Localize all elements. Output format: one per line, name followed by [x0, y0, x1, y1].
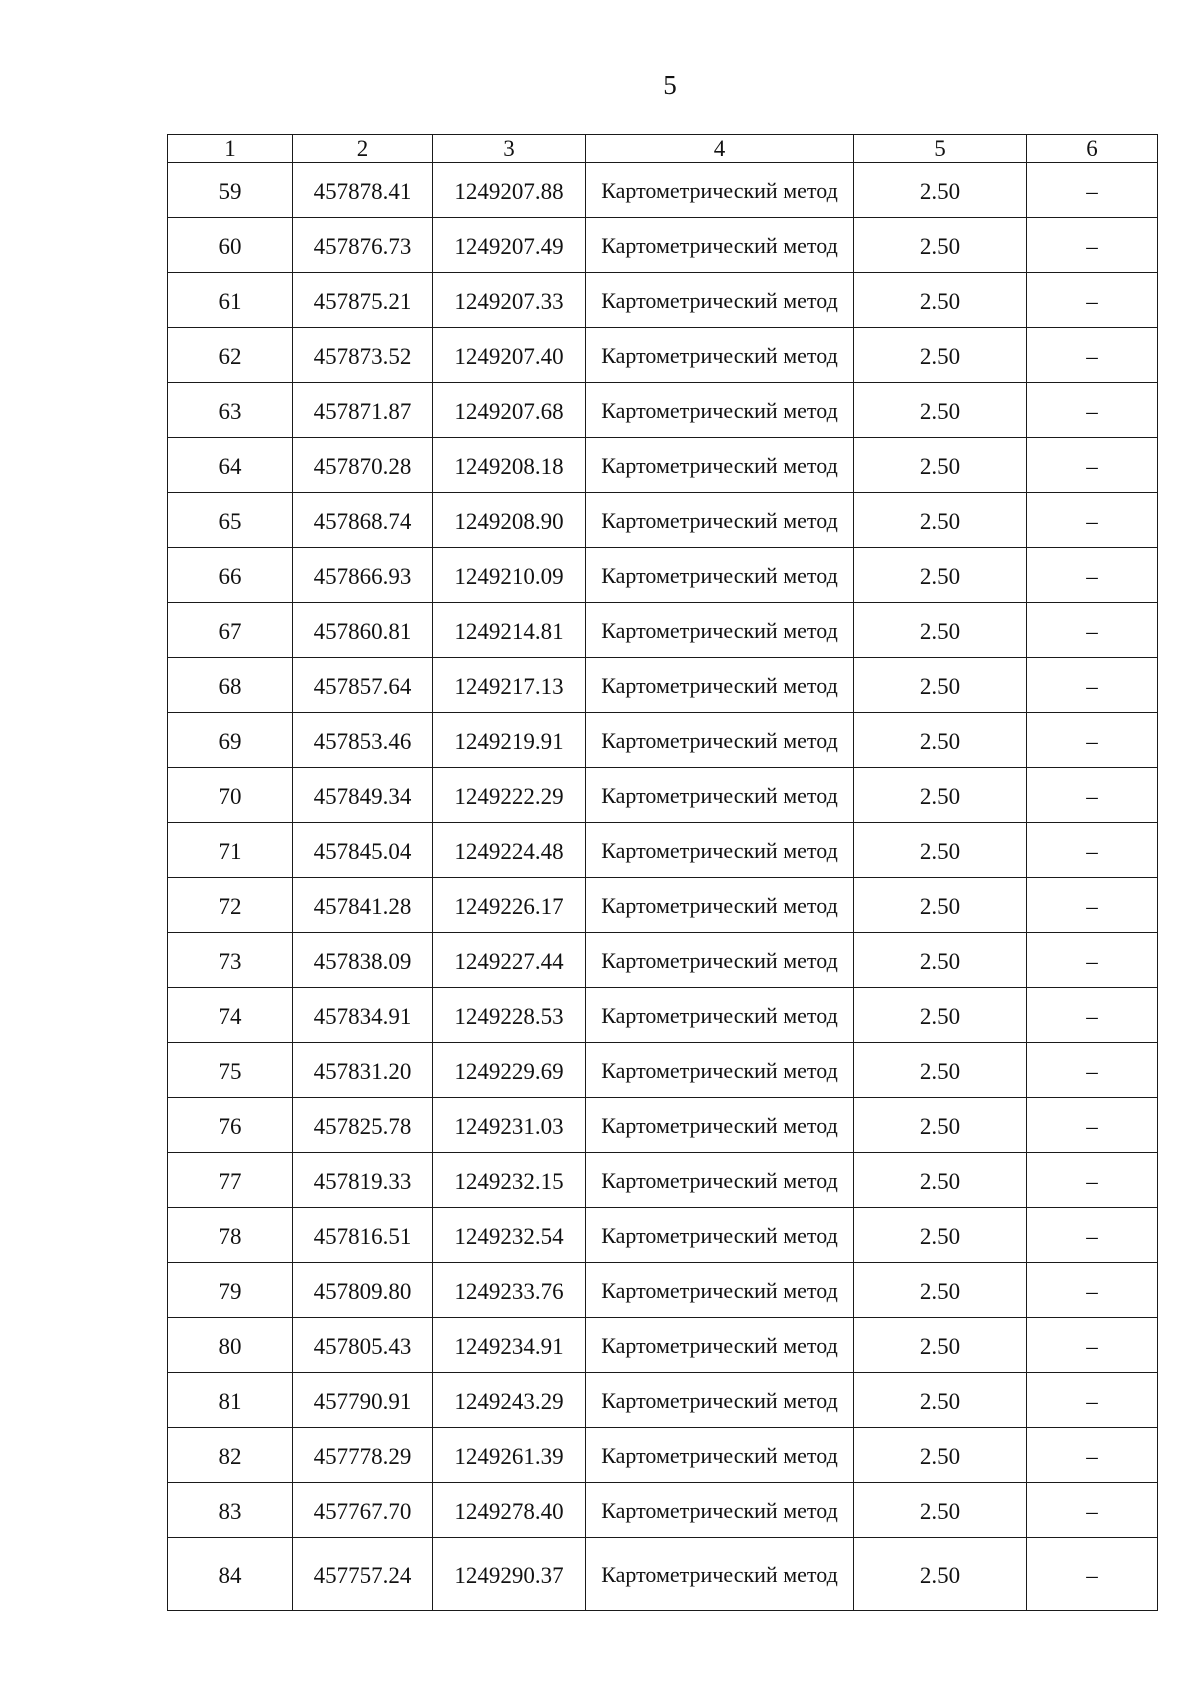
- table-row: [168, 1098, 1158, 1153]
- table-row: [168, 603, 1158, 658]
- note-cell: –: [1027, 933, 1158, 988]
- accuracy-cell: 2.50: [854, 823, 1027, 878]
- x-coordinate-cell: 457860.81: [293, 603, 433, 658]
- column-header: 1: [168, 135, 293, 163]
- method-cell: Картометрический метод: [586, 1483, 854, 1538]
- y-coordinate-cell: 1249290.37: [433, 1538, 586, 1611]
- point-number-cell: 82: [168, 1428, 293, 1483]
- accuracy-cell: 2.50: [854, 1538, 1027, 1611]
- method-cell: Картометрический метод: [586, 1263, 854, 1318]
- table-row: [168, 878, 1158, 933]
- accuracy-cell: 2.50: [854, 1098, 1027, 1153]
- table-row: [168, 548, 1158, 603]
- column-header: 4: [586, 135, 854, 163]
- point-number-cell: 72: [168, 878, 293, 933]
- x-coordinate-cell: 457878.41: [293, 163, 433, 218]
- x-coordinate-cell: 457857.64: [293, 658, 433, 713]
- method-cell: Картометрический метод: [586, 1318, 854, 1373]
- x-coordinate-cell: 457809.80: [293, 1263, 433, 1318]
- point-number-cell: 75: [168, 1043, 293, 1098]
- table-row: [168, 163, 1158, 218]
- note-cell: –: [1027, 1483, 1158, 1538]
- table-row: [168, 1428, 1158, 1483]
- x-coordinate-cell: 457876.73: [293, 218, 433, 273]
- point-number-cell: 73: [168, 933, 293, 988]
- method-cell: Картометрический метод: [586, 383, 854, 438]
- x-coordinate-cell: 457819.33: [293, 1153, 433, 1208]
- accuracy-cell: 2.50: [854, 1318, 1027, 1373]
- method-cell: Картометрический метод: [586, 1153, 854, 1208]
- accuracy-cell: 2.50: [854, 933, 1027, 988]
- accuracy-cell: 2.50: [854, 1263, 1027, 1318]
- method-cell: Картометрический метод: [586, 823, 854, 878]
- x-coordinate-cell: 457834.91: [293, 988, 433, 1043]
- method-cell: Картометрический метод: [586, 163, 854, 218]
- table-row: [168, 1318, 1158, 1373]
- point-number-cell: 79: [168, 1263, 293, 1318]
- y-coordinate-cell: 1249228.53: [433, 988, 586, 1043]
- table-row: [168, 493, 1158, 548]
- note-cell: –: [1027, 603, 1158, 658]
- table-row: [168, 1153, 1158, 1208]
- table-header-row: [168, 135, 1158, 163]
- table-row: [168, 823, 1158, 878]
- y-coordinate-cell: 1249214.81: [433, 603, 586, 658]
- x-coordinate-cell: 457849.34: [293, 768, 433, 823]
- table-row: [168, 218, 1158, 273]
- table-row: [168, 768, 1158, 823]
- accuracy-cell: 2.50: [854, 658, 1027, 713]
- point-number-cell: 76: [168, 1098, 293, 1153]
- y-coordinate-cell: 1249243.29: [433, 1373, 586, 1428]
- note-cell: –: [1027, 1153, 1158, 1208]
- note-cell: –: [1027, 1208, 1158, 1263]
- y-coordinate-cell: 1249226.17: [433, 878, 586, 933]
- x-coordinate-cell: 457790.91: [293, 1373, 433, 1428]
- note-cell: –: [1027, 328, 1158, 383]
- accuracy-cell: 2.50: [854, 493, 1027, 548]
- x-coordinate-cell: 457816.51: [293, 1208, 433, 1263]
- x-coordinate-cell: 457873.52: [293, 328, 433, 383]
- accuracy-cell: 2.50: [854, 1483, 1027, 1538]
- point-number-cell: 68: [168, 658, 293, 713]
- table-row: [168, 933, 1158, 988]
- method-cell: Картометрический метод: [586, 328, 854, 383]
- table-row: [168, 1263, 1158, 1318]
- table-row: [168, 658, 1158, 713]
- table-row: [168, 1208, 1158, 1263]
- note-cell: –: [1027, 1098, 1158, 1153]
- point-number-cell: 84: [168, 1538, 293, 1611]
- note-cell: –: [1027, 493, 1158, 548]
- table-row: [168, 713, 1158, 768]
- x-coordinate-cell: 457838.09: [293, 933, 433, 988]
- note-cell: –: [1027, 218, 1158, 273]
- point-number-cell: 77: [168, 1153, 293, 1208]
- y-coordinate-cell: 1249207.40: [433, 328, 586, 383]
- point-number-cell: 74: [168, 988, 293, 1043]
- method-cell: Картометрический метод: [586, 548, 854, 603]
- x-coordinate-cell: 457805.43: [293, 1318, 433, 1373]
- x-coordinate-cell: 457831.20: [293, 1043, 433, 1098]
- y-coordinate-cell: 1249207.88: [433, 163, 586, 218]
- y-coordinate-cell: 1249227.44: [433, 933, 586, 988]
- y-coordinate-cell: 1249219.91: [433, 713, 586, 768]
- note-cell: –: [1027, 878, 1158, 933]
- note-cell: –: [1027, 1318, 1158, 1373]
- note-cell: –: [1027, 438, 1158, 493]
- method-cell: Картометрический метод: [586, 493, 854, 548]
- x-coordinate-cell: 457868.74: [293, 493, 433, 548]
- accuracy-cell: 2.50: [854, 1043, 1027, 1098]
- point-number-cell: 59: [168, 163, 293, 218]
- method-cell: Картометрический метод: [586, 1208, 854, 1263]
- point-number-cell: 64: [168, 438, 293, 493]
- accuracy-cell: 2.50: [854, 713, 1027, 768]
- note-cell: –: [1027, 1263, 1158, 1318]
- method-cell: Картометрический метод: [586, 713, 854, 768]
- y-coordinate-cell: 1249231.03: [433, 1098, 586, 1153]
- accuracy-cell: 2.50: [854, 438, 1027, 493]
- y-coordinate-cell: 1249207.49: [433, 218, 586, 273]
- note-cell: –: [1027, 548, 1158, 603]
- note-cell: –: [1027, 1373, 1158, 1428]
- y-coordinate-cell: 1249232.54: [433, 1208, 586, 1263]
- accuracy-cell: 2.50: [854, 768, 1027, 823]
- x-coordinate-cell: 457870.28: [293, 438, 433, 493]
- accuracy-cell: 2.50: [854, 988, 1027, 1043]
- note-cell: –: [1027, 988, 1158, 1043]
- column-header: 2: [293, 135, 433, 163]
- method-cell: Картометрический метод: [586, 878, 854, 933]
- accuracy-cell: 2.50: [854, 383, 1027, 438]
- accuracy-cell: 2.50: [854, 1373, 1027, 1428]
- x-coordinate-cell: 457871.87: [293, 383, 433, 438]
- y-coordinate-cell: 1249224.48: [433, 823, 586, 878]
- point-number-cell: 70: [168, 768, 293, 823]
- y-coordinate-cell: 1249208.90: [433, 493, 586, 548]
- table-row: [168, 328, 1158, 383]
- x-coordinate-cell: 457825.78: [293, 1098, 433, 1153]
- y-coordinate-cell: 1249207.68: [433, 383, 586, 438]
- method-cell: Картометрический метод: [586, 988, 854, 1043]
- method-cell: Картометрический метод: [586, 658, 854, 713]
- note-cell: –: [1027, 1428, 1158, 1483]
- method-cell: Картометрический метод: [586, 1373, 854, 1428]
- point-number-cell: 60: [168, 218, 293, 273]
- method-cell: Картометрический метод: [586, 1098, 854, 1153]
- x-coordinate-cell: 457845.04: [293, 823, 433, 878]
- table-row: [168, 1043, 1158, 1098]
- y-coordinate-cell: 1249232.15: [433, 1153, 586, 1208]
- accuracy-cell: 2.50: [854, 548, 1027, 603]
- note-cell: –: [1027, 1538, 1158, 1611]
- x-coordinate-cell: 457841.28: [293, 878, 433, 933]
- method-cell: Картометрический метод: [586, 768, 854, 823]
- x-coordinate-cell: 457875.21: [293, 273, 433, 328]
- point-number-cell: 81: [168, 1373, 293, 1428]
- method-cell: Картометрический метод: [586, 438, 854, 493]
- y-coordinate-cell: 1249278.40: [433, 1483, 586, 1538]
- y-coordinate-cell: 1249234.91: [433, 1318, 586, 1373]
- method-cell: Картометрический метод: [586, 933, 854, 988]
- accuracy-cell: 2.50: [854, 603, 1027, 658]
- method-cell: Картометрический метод: [586, 273, 854, 328]
- note-cell: –: [1027, 658, 1158, 713]
- table-row: [168, 383, 1158, 438]
- table-row: [168, 1373, 1158, 1428]
- point-number-cell: 63: [168, 383, 293, 438]
- table-row: [168, 1483, 1158, 1538]
- point-number-cell: 80: [168, 1318, 293, 1373]
- note-cell: –: [1027, 1043, 1158, 1098]
- accuracy-cell: 2.50: [854, 1153, 1027, 1208]
- point-number-cell: 65: [168, 493, 293, 548]
- x-coordinate-cell: 457757.24: [293, 1538, 433, 1611]
- y-coordinate-cell: 1249229.69: [433, 1043, 586, 1098]
- point-number-cell: 71: [168, 823, 293, 878]
- point-number-cell: 83: [168, 1483, 293, 1538]
- table-body: [168, 163, 1158, 1611]
- note-cell: –: [1027, 768, 1158, 823]
- method-cell: Картометрический метод: [586, 1428, 854, 1483]
- x-coordinate-cell: 457778.29: [293, 1428, 433, 1483]
- x-coordinate-cell: 457767.70: [293, 1483, 433, 1538]
- column-header: 3: [433, 135, 586, 163]
- y-coordinate-cell: 1249208.18: [433, 438, 586, 493]
- accuracy-cell: 2.50: [854, 328, 1027, 383]
- accuracy-cell: 2.50: [854, 218, 1027, 273]
- y-coordinate-cell: 1249222.29: [433, 768, 586, 823]
- method-cell: Картометрический метод: [586, 1043, 854, 1098]
- note-cell: –: [1027, 273, 1158, 328]
- y-coordinate-cell: 1249207.33: [433, 273, 586, 328]
- point-number-cell: 78: [168, 1208, 293, 1263]
- table-row: [168, 1538, 1158, 1611]
- note-cell: –: [1027, 823, 1158, 878]
- point-number-cell: 62: [168, 328, 293, 383]
- accuracy-cell: 2.50: [854, 878, 1027, 933]
- x-coordinate-cell: 457853.46: [293, 713, 433, 768]
- method-cell: Картометрический метод: [586, 1538, 854, 1611]
- accuracy-cell: 2.50: [854, 1428, 1027, 1483]
- y-coordinate-cell: 1249233.76: [433, 1263, 586, 1318]
- point-number-cell: 67: [168, 603, 293, 658]
- y-coordinate-cell: 1249210.09: [433, 548, 586, 603]
- point-number-cell: 66: [168, 548, 293, 603]
- note-cell: –: [1027, 163, 1158, 218]
- column-header: 6: [1027, 135, 1158, 163]
- note-cell: –: [1027, 713, 1158, 768]
- method-cell: Картометрический метод: [586, 603, 854, 658]
- accuracy-cell: 2.50: [854, 1208, 1027, 1263]
- y-coordinate-cell: 1249261.39: [433, 1428, 586, 1483]
- point-number-cell: 69: [168, 713, 293, 768]
- point-number-cell: 61: [168, 273, 293, 328]
- accuracy-cell: 2.50: [854, 163, 1027, 218]
- table-row: [168, 438, 1158, 493]
- page-number: 5: [663, 70, 677, 100]
- method-cell: Картометрический метод: [586, 218, 854, 273]
- y-coordinate-cell: 1249217.13: [433, 658, 586, 713]
- column-header: 5: [854, 135, 1027, 163]
- table-row: [168, 988, 1158, 1043]
- table-row: [168, 273, 1158, 328]
- accuracy-cell: 2.50: [854, 273, 1027, 328]
- x-coordinate-cell: 457866.93: [293, 548, 433, 603]
- note-cell: –: [1027, 383, 1158, 438]
- coordinates-table: [167, 134, 1158, 1611]
